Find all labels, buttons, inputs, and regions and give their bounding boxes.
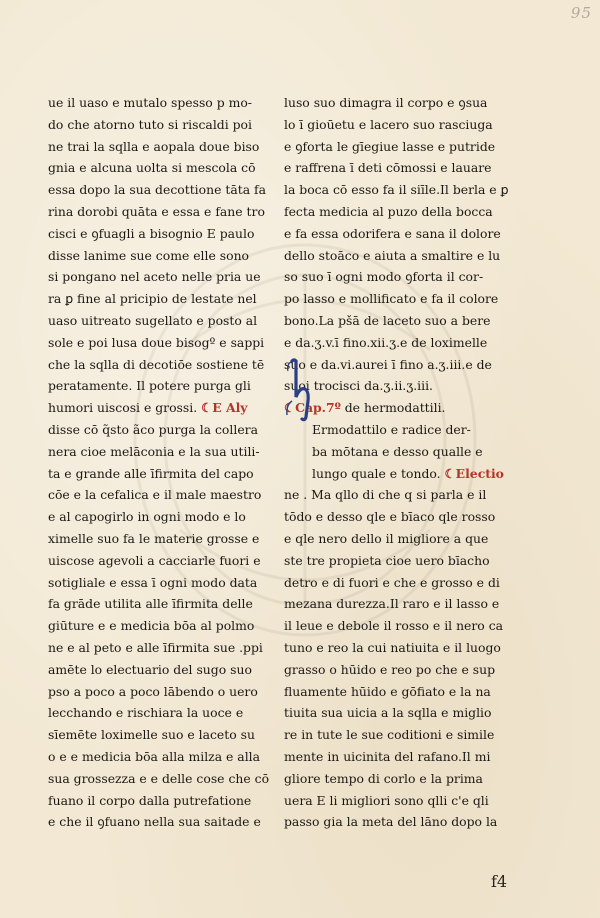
line-text: amēte lo electuario del sugo suo (48, 661, 252, 677)
line-text: Ermodattilo e radice der- (312, 421, 471, 437)
text-line (48, 157, 254, 179)
line-text: mezana durezza.Il raro e il lasso e (284, 596, 500, 612)
line-text: suoi trocisci da.ʒ.ii.ʒ.iii. (284, 378, 433, 394)
text-line (48, 375, 254, 397)
line-text: lo ī gioūetu e lacero suo rasciuga (284, 116, 493, 132)
text-line (48, 223, 254, 245)
line-text: e che il ꝯfuano nella sua saitade e (48, 814, 261, 830)
text-line (284, 463, 504, 485)
line-text: gliore tempo di corlo e la prima (284, 770, 483, 786)
line-text: grasso o hūido e reo po che e sup (284, 661, 495, 677)
line-text: ne trai la sqlla e aopala doue biso (48, 138, 260, 154)
line-text: fuano il corpo dalla putrefatione (48, 792, 252, 808)
text-line (284, 593, 500, 615)
text-line (48, 572, 258, 594)
line-text: fa grāde utilita alle īfirmita delle (48, 596, 253, 612)
text-line (284, 223, 501, 245)
text-line (48, 397, 254, 419)
text-line (284, 245, 501, 267)
line-text: lecchando e rischiara la uoce e (48, 705, 244, 721)
text-line (48, 681, 258, 703)
decorated-initial-h-icon (284, 357, 310, 423)
line-text: e ꝯforta le gīegiue lasse e putride (284, 138, 496, 154)
text-line (284, 811, 498, 833)
line-text: so suo ī ogni modo ꝯforta il cor- (284, 269, 484, 285)
text-line (48, 593, 254, 615)
text-line (284, 702, 490, 724)
text-line (284, 266, 490, 288)
line-text: e fa essa odorifera e sana il dolore (284, 225, 501, 241)
line-text: uaso uitreato sugellato e posto al (48, 312, 258, 328)
text-line (284, 310, 490, 332)
line-text: uera E li migliori sono qlli c'e qli (284, 792, 489, 808)
line-text: fecta medicia al puzo della bocca (284, 203, 493, 219)
line-text: sotigliale e essa ī ogni modo data (48, 574, 258, 590)
line-text: giūture e e medicia bōa al polmo (48, 618, 255, 634)
line-text: pso a poco a poco lābendo o uero (48, 683, 258, 699)
text-line (48, 245, 254, 267)
text-line (48, 724, 254, 746)
text-line (48, 550, 261, 572)
text-line (284, 681, 490, 703)
line-text: uiscose agevoli a cacciarle fuori e (48, 552, 261, 568)
text-line (284, 528, 490, 550)
line-text: po lasso e mollificato e fa il colore (284, 291, 499, 307)
text-line (48, 332, 265, 354)
folio-number: 95 (570, 4, 592, 22)
text-line (284, 441, 490, 463)
rubric-mark: ☾Cap.7º (284, 400, 341, 416)
text-line (48, 354, 265, 376)
line-text: ue il uaso e mutalo spesso p mo- (48, 95, 252, 110)
text-line (48, 419, 258, 441)
right-column (284, 92, 509, 833)
line-text: e qle nero dello il migliore a que (284, 530, 489, 546)
text-line (48, 790, 254, 812)
text-line (284, 157, 490, 179)
line-text: tiuita sua uicia a la sqlla e miglio (284, 705, 492, 721)
line-text: ste tre propieta cioe uero bīacho (284, 552, 490, 568)
line-text: ne . Ma qllo di che q si parla e il (284, 487, 487, 503)
text-line (284, 550, 490, 572)
text-line (284, 419, 490, 441)
left-column (48, 92, 270, 833)
line-text: ra ꝑ fine al pricipio de lestate nel (48, 291, 257, 307)
text-line (284, 790, 490, 812)
line-text: ximelle suo fa le materie grosse e (48, 530, 260, 546)
text-line (48, 463, 254, 485)
line-text: passo gia la meta del lāno dopo la (284, 814, 498, 830)
line-text: tuno e reo la cui natiuita e il luogo (284, 639, 501, 655)
text-line (48, 179, 266, 201)
text-line (284, 92, 490, 114)
line-text: cōe e la cefalica e il male maestro (48, 487, 262, 503)
text-line (48, 615, 254, 637)
line-text: la boca cō esso fa il siīle.Il berla e ꝑ (284, 182, 509, 198)
line-text: bono.La pšā de laceto suo a bere (284, 312, 491, 328)
line-text: e al capogirlo in ogni modo e lo (48, 509, 246, 525)
line-text: o e e medicia bōa alla milza e alla (48, 748, 261, 764)
text-line (48, 310, 258, 332)
text-line (284, 506, 496, 528)
text-line (284, 572, 500, 594)
line-text: ne e al peto e alle īfirmita sue .ppi (48, 639, 263, 655)
line-text: e da.ʒ.v.ī fino.xii.ʒ.e de loximelle (284, 334, 488, 350)
text-line (48, 136, 260, 158)
text-line (284, 659, 495, 681)
text-line (284, 354, 490, 376)
text-line (48, 114, 254, 136)
text-line (284, 637, 501, 659)
line-text: mente in uicinita del rafano.Il mi (284, 748, 491, 764)
line-text: de hermodattili. (340, 400, 446, 416)
line-text: luso suo dimagra il corpo e ꝯsua (284, 95, 488, 110)
line-text: detro e di fuori e che e grosso e di (284, 574, 500, 590)
text-line (48, 506, 254, 528)
line-text: tōdo e desso qle e bīaco qle rosso (284, 509, 496, 525)
line-text: che la sqlla di decotiōe sostiene tē (48, 356, 265, 372)
line-text: disse lanime sue come elle sono (48, 247, 250, 263)
line-text: nera cioe melāconia e la sua utili- (48, 443, 260, 459)
rubric-mark: ☾E Aly (201, 400, 248, 416)
text-line (284, 615, 504, 637)
text-line (48, 702, 254, 724)
text-line (48, 201, 265, 223)
line-text: e raffrena ī deti cōmossi e lauare (284, 160, 492, 176)
line-text: sua grossezza e e delle cose che cō (48, 770, 270, 786)
line-text: lungo quale e tondo. (312, 465, 441, 481)
text-line (284, 201, 493, 223)
line-text: rina dorobi quāta e essa e fane tro (48, 203, 265, 219)
text-line (284, 332, 490, 354)
line-text: dello stoāco e aiuta a smaltire e lu (284, 247, 501, 263)
line-text: essa dopo la sua decottione tāta fa (48, 182, 266, 198)
line-text: peratamente. Il potere purga gli (48, 378, 251, 394)
text-line (48, 637, 263, 659)
text-line (284, 136, 496, 158)
line-text: il leue e debole il rosso e il nero ca (284, 618, 504, 634)
text-line (284, 179, 509, 201)
line-text: ba mōtana e desso qualle e (312, 443, 483, 459)
text-line (284, 746, 490, 768)
line-text: do che atorno tuto si riscaldi poi (48, 116, 252, 132)
line-text: humori uiscosi e grossi. (48, 400, 198, 416)
text-line (284, 724, 495, 746)
line-text: si pongano nel aceto nelle pria ue (48, 269, 261, 285)
text-line (284, 397, 490, 419)
line-text: disse cō q̃sto ãco purga la collera (48, 421, 258, 437)
line-text: re in tute le sue coditioni e simile (284, 727, 495, 743)
text-line (48, 528, 260, 550)
text-line (48, 288, 257, 310)
line-text: cisci e ꝯfuagli a bisognio E paulo (48, 225, 255, 241)
text-line (48, 484, 262, 506)
text-line (284, 375, 490, 397)
rubric-mark: ☾Electio (444, 465, 504, 481)
text-line (48, 746, 261, 768)
line-text: fluamente hūido e gōfiato e la na (284, 683, 491, 699)
text-line (48, 266, 261, 288)
text-line (48, 659, 254, 681)
text-line (284, 114, 493, 136)
signature-mark: f4 (491, 872, 508, 891)
line-text: sole e poi lusa doue bisogº e sappi (48, 334, 265, 350)
text-line (48, 768, 270, 790)
text-line (48, 811, 261, 833)
line-text: ta e grande alle īfirmita del capo (48, 465, 254, 481)
text-line (284, 768, 490, 790)
line-text: suo e da.vi.aurei ī fino a.ʒ.iii.e de (284, 356, 492, 372)
text-line (48, 441, 260, 463)
text-line (284, 484, 490, 506)
text-line (48, 92, 254, 114)
line-text: sīemēte loximelle suo e laceto su (48, 727, 255, 743)
line-text: gnia e alcuna uolta si mescola cō (48, 160, 256, 176)
text-line (284, 288, 499, 310)
